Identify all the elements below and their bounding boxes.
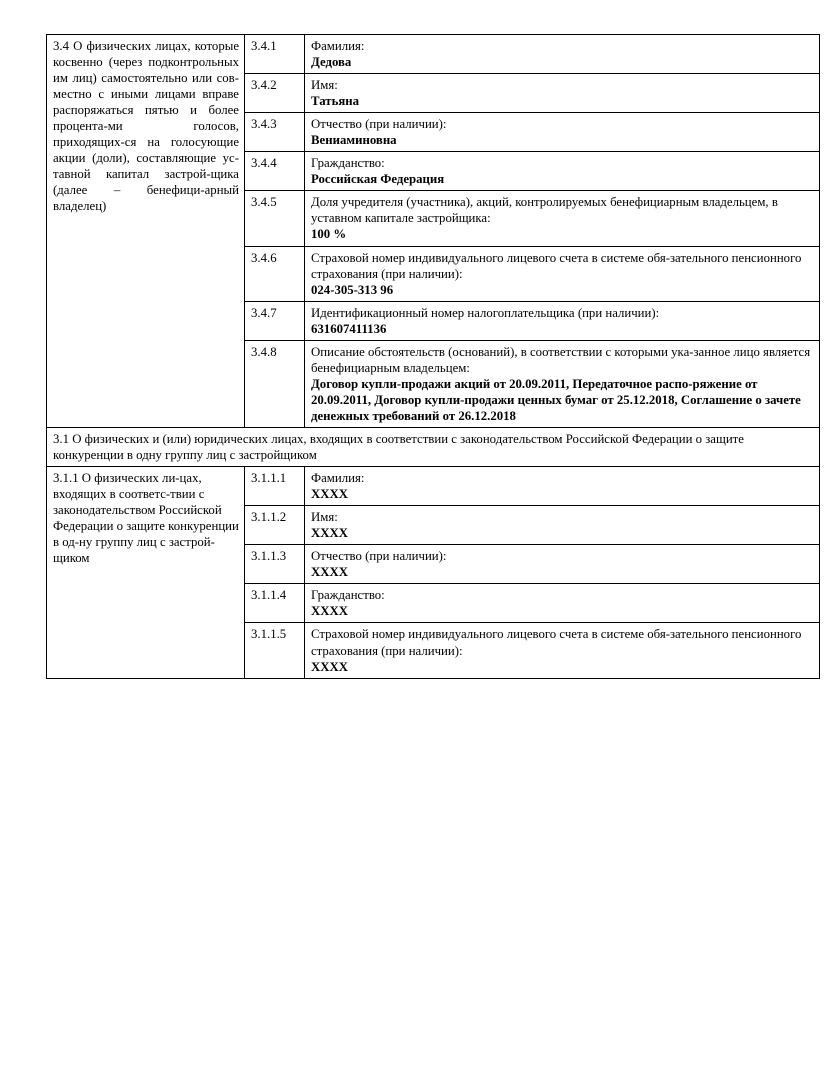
- field-label: Имя:: [311, 78, 338, 93]
- field-label: Отчество (при наличии):: [311, 117, 447, 132]
- field-value: Дедова: [311, 55, 352, 70]
- table-row: [47, 467, 820, 506]
- field-label: Гражданство:: [311, 588, 385, 603]
- row-number: 3.1.1.4: [245, 584, 305, 623]
- field-value: Российская Федерация: [311, 172, 445, 187]
- field-label: Отчество (при наличии):: [311, 549, 447, 564]
- beneficiary-info-table: [46, 34, 820, 679]
- row-number: 3.1.1.2: [245, 506, 305, 545]
- row-value-cell: [305, 301, 820, 340]
- field-label: Гражданство:: [311, 156, 385, 171]
- row-number: 3.4.6: [245, 246, 305, 301]
- row-value-cell: [305, 152, 820, 191]
- field-value: Вениаминовна: [311, 133, 397, 148]
- row-value-cell: [305, 191, 820, 246]
- field-label: Страховой номер индивидуального лицевого счета в системе обя-зательного пенсионного страхования (при наличии):: [311, 250, 802, 281]
- row-number: 3.4.1: [245, 35, 305, 74]
- field-value: ХХХХ: [311, 565, 348, 580]
- field-label: Фамилия:: [311, 471, 365, 486]
- field-label: Имя:: [311, 510, 338, 525]
- row-value-cell: [305, 506, 820, 545]
- row-value-cell: [305, 74, 820, 113]
- field-label: Страховой номер индивидуального лицевого счета в системе обя-зательного пенсионного страхования (при наличии):: [311, 627, 802, 658]
- row-number: 3.4.5: [245, 191, 305, 246]
- row-value-cell: [305, 545, 820, 584]
- row-value-cell: [305, 340, 820, 427]
- table-row: [47, 427, 820, 466]
- field-label: Описание обстоятельств (оснований), в соответствии с которыми ука-занное лицо является бенефициарным владельцем:: [311, 344, 811, 375]
- field-value: ХХХХ: [311, 487, 348, 502]
- field-value: ХХХХ: [311, 526, 348, 541]
- row-number: 3.1.1.3: [245, 545, 305, 584]
- row-number: 3.4.7: [245, 301, 305, 340]
- row-value-cell: [305, 113, 820, 152]
- field-value: 100 %: [311, 227, 347, 242]
- table-row: [47, 35, 820, 74]
- field-value: Договор купли-продажи акций от 20.09.2011, Передаточное распо-ряжение от 20.09.2011, Договор купли-продажи ценных бумаг от 25.12.2018, Соглашение о зачете денежных требований от 26.12.2018: [311, 376, 801, 423]
- row-value-cell: [305, 584, 820, 623]
- row-value-cell: [305, 467, 820, 506]
- row-number: 3.4.8: [245, 340, 305, 427]
- row-value-cell: [305, 623, 820, 678]
- row-number: 3.1.1.5: [245, 623, 305, 678]
- field-value: ХХХХ: [311, 659, 348, 674]
- field-value: Татьяна: [311, 94, 360, 109]
- row-number: 3.4.2: [245, 74, 305, 113]
- field-value: 024-305-313 96: [311, 282, 394, 297]
- row-number: 3.4.4: [245, 152, 305, 191]
- field-label: Фамилия:: [311, 39, 365, 53]
- field-value: ХХХХ: [311, 604, 348, 619]
- row-value-cell: [305, 246, 820, 301]
- field-label: Идентификационный номер налогоплательщика (при наличии):: [311, 305, 660, 320]
- row-number: 3.1.1.1: [245, 467, 305, 506]
- field-label: Доля учредителя (участника), акций, контролируемых бенефициарным владельцем, в уставном капитале застройщика:: [311, 195, 778, 226]
- row-number: 3.4.3: [245, 113, 305, 152]
- section-description-3-4: 3.4 О физических лицах, которые косвенно (через подконтрольных им лиц) самостоятельно или сов-местно с иными лицами вправе распоряжаться пятью и более процента-ми голосов, приходящих-ся на голосующие акции (доли), составляющие ус-тавной капитал застрой-щика (далее – бенефици-арный владелец): [47, 35, 245, 428]
- section-description-3-1-1: 3.1.1 О физических ли-цах, входящих в соответс-твии с законодательством Российской Федерации о защите конкуренции в од-ну группу лиц с застрой-щиком: [47, 467, 245, 679]
- field-value: 631607411136: [311, 321, 387, 336]
- row-value-cell: [305, 35, 820, 74]
- section-heading-3-1: 3.1 О физических и (или) юридических лицах, входящих в соответствии с законодательством Российской Федерации о защите конкуренции в одну группу лиц с застройщиком: [47, 427, 820, 466]
